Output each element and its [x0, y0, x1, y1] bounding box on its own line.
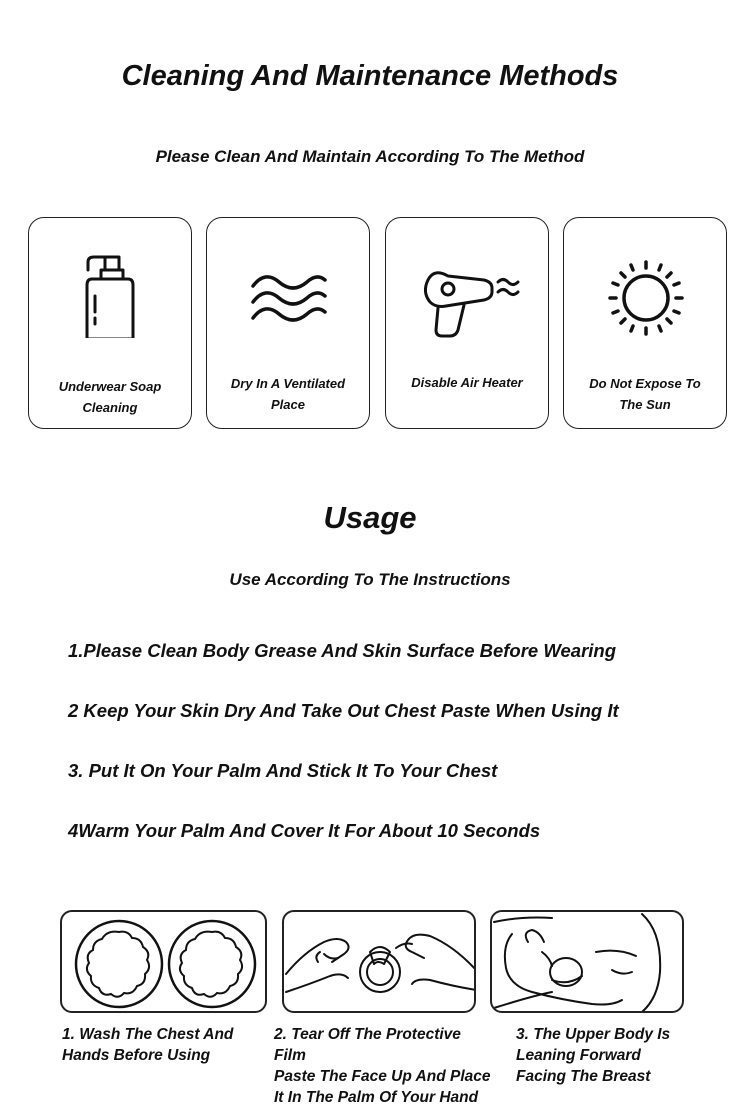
usage-title: Usage	[323, 500, 417, 535]
soap-bottle-icon	[29, 248, 193, 338]
care-card-ventilated	[206, 217, 370, 429]
wind-waves-icon	[207, 248, 371, 338]
care-card-label: Underwear Soap Cleaning	[58, 379, 162, 415]
care-card-air-heater	[385, 217, 549, 429]
usage-step: 2 Keep Your Skin Dry And Take Out Chest Paste When Using It	[68, 700, 619, 721]
sun-icon	[564, 248, 728, 338]
nipple-covers-pair-icon	[62, 912, 267, 1013]
body-leaning-forward-icon	[492, 912, 684, 1013]
illustration-caption: 1. Wash The Chest And Hands Before Using	[62, 1026, 234, 1064]
care-card-label: Do Not Expose To The Sun	[589, 376, 701, 412]
illustration-caption: 2. Tear Off The Protective Film Paste The Face Up And Place It In The Palm Of Your Hand	[274, 1026, 491, 1106]
illustration-wash	[60, 910, 267, 1013]
usage-step: 4Warm Your Palm And Cover It For About 10 Seconds	[68, 820, 541, 841]
cleaning-subtitle: Please Clean And Maintain According To The Method	[155, 147, 585, 166]
hands-peeling-film-icon	[284, 912, 476, 1013]
usage-step: 1.Please Clean Body Grease And Skin Surface Before Wearing	[68, 640, 617, 661]
cleaning-title: Cleaning And Maintenance Methods	[121, 60, 619, 92]
illustration-caption: 3. The Upper Body Is Leaning Forward Facing The Breast	[516, 1026, 671, 1085]
care-card-label: Disable Air Heater	[411, 375, 523, 390]
usage-subtitle: Use According To The Instructions	[229, 570, 511, 589]
care-card-label: Dry In A Ventilated Place	[230, 376, 346, 412]
care-card-sun	[563, 217, 727, 429]
hair-dryer-icon	[386, 248, 550, 338]
illustration-lean-forward	[490, 910, 684, 1013]
illustration-tear-film	[282, 910, 476, 1013]
usage-step: 3. Put It On Your Palm And Stick It To Your Chest	[68, 760, 498, 781]
care-card-soap	[28, 217, 192, 429]
